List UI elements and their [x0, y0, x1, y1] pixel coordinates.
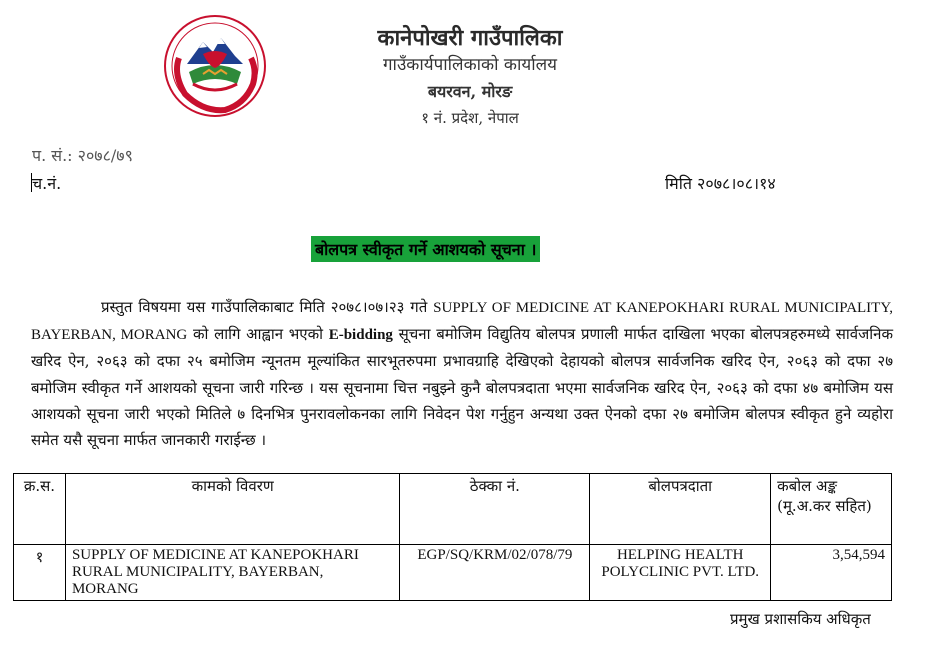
office-province: १ नं. प्रदेश, नेपाल	[421, 109, 519, 127]
table-row	[14, 545, 892, 601]
row-description: SUPPLY OF MEDICINE AT KANEPOKHARI RURAL MUNICIPALITY, BAYERBAN, MORANG	[65, 545, 399, 601]
row-amount: 3,54,594	[771, 545, 892, 601]
notice-paragraph	[31, 294, 893, 453]
nepal-emblem-icon	[163, 14, 267, 118]
row-bidder: HELPING HEALTH POLYCLINIC PVT. LTD.	[590, 545, 771, 601]
header-contract-no: ठेक्का नं.	[400, 474, 590, 545]
row-sn: १	[14, 545, 66, 601]
body-intro: प्रस्तुत विषयमा यस गाउँपालिकाबाट मिति २०७८।०७।२३ गते	[101, 298, 434, 316]
signatory-title: प्रमुख प्रशासकिय अधिकृत	[730, 610, 871, 628]
notice-body	[31, 294, 893, 453]
office-location: बयरवन, मोरङ	[427, 82, 513, 101]
award-table	[13, 473, 892, 601]
header-amount: कबोल अङ्क (मू.अ.कर सहित)	[771, 474, 892, 545]
body-project: SUPPLY OF MEDICINE AT KANEPOKHARI RURAL MUNICIPALITY, BAYERBAN, MORANG	[31, 300, 893, 344]
notice-title: बोलपत्र स्वीकृत गर्ने आशयको सूचना ।	[311, 236, 540, 262]
reference-number: प. सं.: २०७८/७९	[32, 146, 133, 165]
table-header-row	[14, 474, 892, 545]
row-contract-no: EGP/SQ/KRM/02/078/79	[400, 545, 590, 601]
dispatch-number: च.नं.	[32, 174, 62, 193]
office-name: गाउँकार्यपालिकाको कार्यालय	[382, 55, 558, 75]
header-bidder: बोलपत्रदाता	[590, 474, 771, 545]
org-name: कानेपोखरी गाउँपालिका	[377, 25, 563, 51]
body-ebidding: E-bidding	[328, 327, 393, 344]
body-mid: को लागि आह्वान भएको	[187, 325, 329, 344]
header-description: कामको विवरण	[65, 474, 399, 545]
letter-date: मिति २०७८।०८।१४	[665, 174, 776, 193]
header-sn: क्र.स.	[14, 474, 66, 545]
body-rest: सूचना बमोजिम विद्युतिय बोलपत्र प्रणाली मार्फत दाखिला भएका बोलपत्रहरुमध्ये सार्वजनिक खरिद ऐन, २०६३ को दफा २५ बमोजिम न्यूनतम मूल्यांकित सारभूतरुपमा प्रभावग्राहि देखिएको देहायको बोलपत्र सार्वजनिक खरिद ऐन, २०६३ को दफा २७ बमोजिम स्वीकृत गर्ने आशयको सूचना जारी गरिन्छ । यस सूचनामा चित्त नबुझ्ने कुनै बोलपत्रदाता भएमा सार्वजनिक खरिद ऐन, २०६३ को दफा ४७ बमोजिम यस आशयको सूचना जारी भएको मितिले ७ दिनभित्र पुनरावलोकनका लागि निवेदन पेश गर्नुहुन अन्यथा उक्त ऐनको दफा २७ बमोजिम बोलपत्र स्वीकृत हुने व्यहोरा समेत यसै सूचना मार्फत जानकारी गराईन्छ ।	[31, 325, 894, 450]
